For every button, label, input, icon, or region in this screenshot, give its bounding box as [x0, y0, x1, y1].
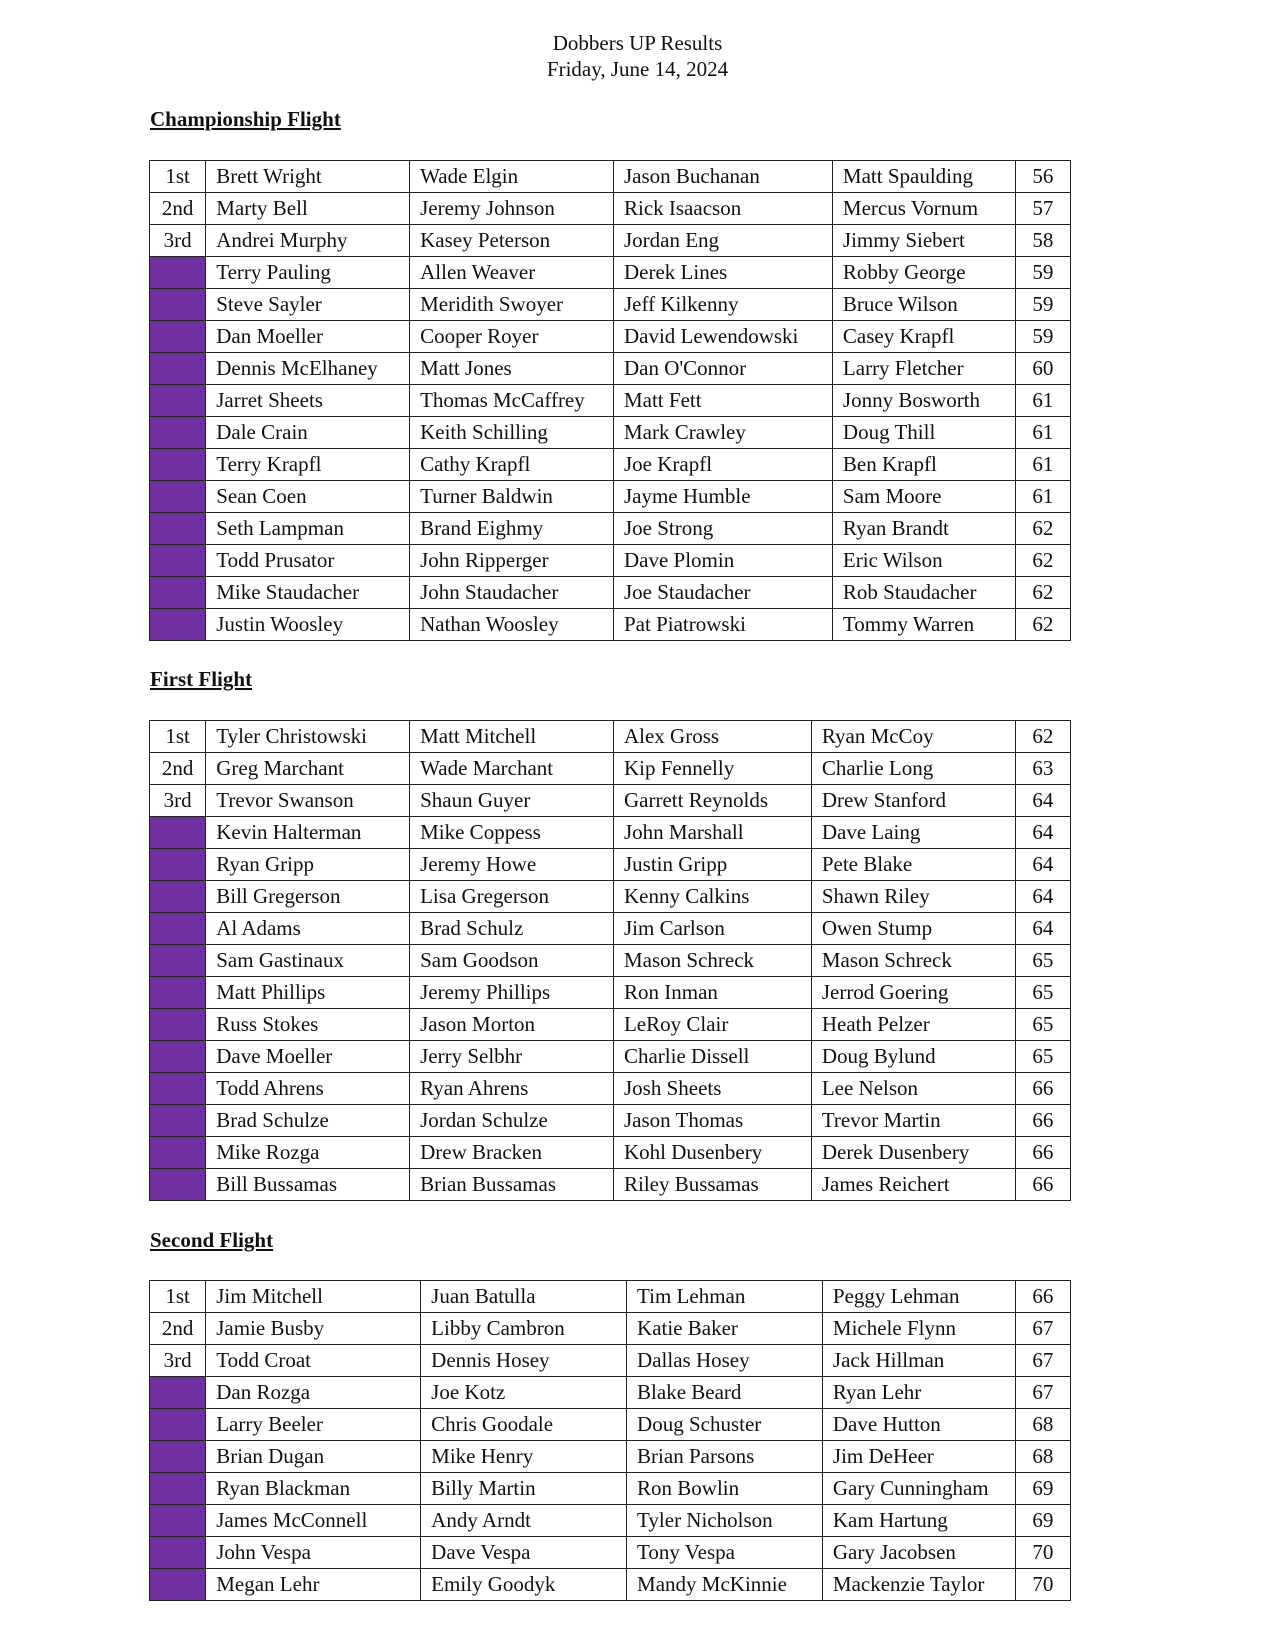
- player-cell: Larry Beeler: [206, 1409, 421, 1441]
- table-row: [150, 1137, 1071, 1169]
- player-cell: Dave Plomin: [613, 545, 832, 577]
- player-cell: Mike Rozga: [206, 1137, 410, 1169]
- second-flight-table: [149, 1280, 1071, 1601]
- score-cell: 65: [1015, 977, 1070, 1009]
- player-cell: Kenny Calkins: [613, 881, 811, 913]
- player-cell: Jim Mitchell: [206, 1281, 421, 1313]
- place-cell: 2nd: [150, 193, 206, 225]
- place-fill-cell: [150, 449, 206, 481]
- table-row: [150, 1009, 1071, 1041]
- player-cell: Jayme Humble: [613, 481, 832, 513]
- player-cell: John Ripperger: [410, 545, 614, 577]
- player-cell: Rob Staudacher: [832, 577, 1015, 609]
- player-cell: Cathy Krapfl: [410, 449, 614, 481]
- place-cell: 1st: [150, 161, 206, 193]
- player-cell: Drew Stanford: [811, 785, 1015, 817]
- player-cell: Gary Cunningham: [822, 1473, 1015, 1505]
- player-cell: Libby Cambron: [421, 1313, 627, 1345]
- player-cell: Al Adams: [206, 913, 410, 945]
- player-cell: Meridith Swoyer: [410, 289, 614, 321]
- table-row: [150, 1313, 1071, 1345]
- player-cell: Brad Schulz: [410, 913, 614, 945]
- player-cell: Mason Schreck: [811, 945, 1015, 977]
- player-cell: Jonny Bosworth: [832, 385, 1015, 417]
- table-row: [150, 609, 1071, 641]
- player-cell: Bruce Wilson: [832, 289, 1015, 321]
- score-cell: 57: [1015, 193, 1070, 225]
- place-fill-cell: [150, 1105, 206, 1137]
- player-cell: Justin Gripp: [613, 849, 811, 881]
- player-cell: Dave Vespa: [421, 1537, 627, 1569]
- player-cell: Dennis Hosey: [421, 1345, 627, 1377]
- player-cell: Mandy McKinnie: [627, 1569, 823, 1601]
- score-cell: 59: [1015, 321, 1070, 353]
- player-cell: Charlie Long: [811, 753, 1015, 785]
- score-cell: 59: [1015, 289, 1070, 321]
- player-cell: Thomas McCaffrey: [410, 385, 614, 417]
- player-cell: Riley Bussamas: [613, 1169, 811, 1201]
- place-fill-cell: [150, 817, 206, 849]
- table-row: [150, 977, 1071, 1009]
- player-cell: Wade Marchant: [410, 753, 614, 785]
- player-cell: Tyler Nicholson: [627, 1505, 823, 1537]
- score-cell: 64: [1015, 913, 1070, 945]
- player-cell: Dallas Hosey: [627, 1345, 823, 1377]
- score-cell: 62: [1015, 609, 1070, 641]
- place-fill-cell: [150, 1473, 206, 1505]
- score-cell: 66: [1015, 1169, 1070, 1201]
- document-header: [0, 30, 1275, 82]
- table-row: [150, 1441, 1071, 1473]
- player-cell: Sam Goodson: [410, 945, 614, 977]
- player-cell: James McConnell: [206, 1505, 421, 1537]
- place-fill-cell: [150, 1009, 206, 1041]
- player-cell: Trevor Martin: [811, 1105, 1015, 1137]
- player-cell: Jamie Busby: [206, 1313, 421, 1345]
- player-cell: Mike Coppess: [410, 817, 614, 849]
- player-cell: Terry Krapfl: [206, 449, 410, 481]
- player-cell: Derek Dusenbery: [811, 1137, 1015, 1169]
- table-row: [150, 1505, 1071, 1537]
- player-cell: Brett Wright: [206, 161, 410, 193]
- score-cell: 65: [1015, 945, 1070, 977]
- place-cell: 2nd: [150, 1313, 206, 1345]
- score-cell: 61: [1015, 417, 1070, 449]
- score-cell: 65: [1015, 1009, 1070, 1041]
- table-row: [150, 193, 1071, 225]
- player-cell: Sam Gastinaux: [206, 945, 410, 977]
- table-row: [150, 817, 1071, 849]
- player-cell: Ben Krapfl: [832, 449, 1015, 481]
- score-cell: 60: [1015, 353, 1070, 385]
- score-cell: 62: [1015, 545, 1070, 577]
- place-fill-cell: [150, 1537, 206, 1569]
- player-cell: Doug Schuster: [627, 1409, 823, 1441]
- player-cell: Heath Pelzer: [811, 1009, 1015, 1041]
- place-fill-cell: [150, 1505, 206, 1537]
- player-cell: Dave Laing: [811, 817, 1015, 849]
- table-row: [150, 1345, 1071, 1377]
- place-fill-cell: [150, 881, 206, 913]
- score-cell: 68: [1015, 1409, 1070, 1441]
- player-cell: Dale Crain: [206, 417, 410, 449]
- player-cell: Lee Nelson: [811, 1073, 1015, 1105]
- place-fill-cell: [150, 321, 206, 353]
- player-cell: Jerry Selbhr: [410, 1041, 614, 1073]
- place-fill-cell: [150, 1169, 206, 1201]
- score-cell: 62: [1015, 721, 1070, 753]
- place-cell: 3rd: [150, 785, 206, 817]
- player-cell: Garrett Reynolds: [613, 785, 811, 817]
- place-fill-cell: [150, 913, 206, 945]
- table-row: [150, 1473, 1071, 1505]
- table-row: [150, 353, 1071, 385]
- player-cell: Ryan Lehr: [822, 1377, 1015, 1409]
- player-cell: Bill Bussamas: [206, 1169, 410, 1201]
- score-cell: 67: [1015, 1313, 1070, 1345]
- player-cell: Mercus Vornum: [832, 193, 1015, 225]
- place-fill-cell: [150, 417, 206, 449]
- document-date: Friday, June 14, 2024: [546, 57, 729, 81]
- player-cell: Jason Thomas: [613, 1105, 811, 1137]
- player-cell: Jim Carlson: [613, 913, 811, 945]
- player-cell: Alex Gross: [613, 721, 811, 753]
- player-cell: Keith Schilling: [410, 417, 614, 449]
- score-cell: 61: [1015, 481, 1070, 513]
- first-flight-heading: First Flight: [150, 667, 253, 691]
- table-row: [150, 513, 1071, 545]
- player-cell: Matt Jones: [410, 353, 614, 385]
- player-cell: John Staudacher: [410, 577, 614, 609]
- score-cell: 62: [1015, 513, 1070, 545]
- place-cell: 1st: [150, 1281, 206, 1313]
- score-cell: 64: [1015, 849, 1070, 881]
- score-cell: 66: [1015, 1105, 1070, 1137]
- table-row: [150, 1409, 1071, 1441]
- player-cell: Mason Schreck: [613, 945, 811, 977]
- score-cell: 67: [1015, 1377, 1070, 1409]
- player-cell: Larry Fletcher: [832, 353, 1015, 385]
- table-row: [150, 1281, 1071, 1313]
- player-cell: Dan O'Connor: [613, 353, 832, 385]
- player-cell: Todd Croat: [206, 1345, 421, 1377]
- table-row: [150, 481, 1071, 513]
- player-cell: Katie Baker: [627, 1313, 823, 1345]
- player-cell: Matt Mitchell: [410, 721, 614, 753]
- score-cell: 70: [1015, 1569, 1070, 1601]
- place-cell: 2nd: [150, 753, 206, 785]
- player-cell: Billy Martin: [421, 1473, 627, 1505]
- player-cell: Brian Parsons: [627, 1441, 823, 1473]
- place-fill-cell: [150, 609, 206, 641]
- player-cell: Juan Batulla: [421, 1281, 627, 1313]
- score-cell: 64: [1015, 785, 1070, 817]
- player-cell: Pat Piatrowski: [613, 609, 832, 641]
- player-cell: Derek Lines: [613, 257, 832, 289]
- score-cell: 67: [1015, 1345, 1070, 1377]
- player-cell: Emily Goodyk: [421, 1569, 627, 1601]
- player-cell: Chris Goodale: [421, 1409, 627, 1441]
- player-cell: Tyler Christowski: [206, 721, 410, 753]
- player-cell: Shaun Guyer: [410, 785, 614, 817]
- score-cell: 58: [1015, 225, 1070, 257]
- score-cell: 56: [1015, 161, 1070, 193]
- player-cell: Justin Woosley: [206, 609, 410, 641]
- place-fill-cell: [150, 1073, 206, 1105]
- player-cell: James Reichert: [811, 1169, 1015, 1201]
- player-cell: Joe Kotz: [421, 1377, 627, 1409]
- player-cell: Todd Prusator: [206, 545, 410, 577]
- player-cell: Jeremy Johnson: [410, 193, 614, 225]
- player-cell: LeRoy Clair: [613, 1009, 811, 1041]
- player-cell: Jeremy Howe: [410, 849, 614, 881]
- player-cell: Mike Staudacher: [206, 577, 410, 609]
- player-cell: Jeff Kilkenny: [613, 289, 832, 321]
- first-flight-table: [149, 720, 1071, 1201]
- place-fill-cell: [150, 1441, 206, 1473]
- player-cell: Pete Blake: [811, 849, 1015, 881]
- table-row: [150, 289, 1071, 321]
- table-row: [150, 417, 1071, 449]
- player-cell: Andy Arndt: [421, 1505, 627, 1537]
- player-cell: John Marshall: [613, 817, 811, 849]
- player-cell: Matt Phillips: [206, 977, 410, 1009]
- player-cell: Mike Henry: [421, 1441, 627, 1473]
- player-cell: Terry Pauling: [206, 257, 410, 289]
- score-cell: 61: [1015, 449, 1070, 481]
- table-row: [150, 753, 1071, 785]
- score-cell: 68: [1015, 1441, 1070, 1473]
- place-fill-cell: [150, 1137, 206, 1169]
- player-cell: Wade Elgin: [410, 161, 614, 193]
- player-cell: Tommy Warren: [832, 609, 1015, 641]
- table-row: [150, 385, 1071, 417]
- player-cell: Jason Buchanan: [613, 161, 832, 193]
- player-cell: Russ Stokes: [206, 1009, 410, 1041]
- table-row: [150, 545, 1071, 577]
- table-row: [150, 881, 1071, 913]
- player-cell: Dave Hutton: [822, 1409, 1015, 1441]
- table-row: [150, 945, 1071, 977]
- score-cell: 66: [1015, 1137, 1070, 1169]
- player-cell: Seth Lampman: [206, 513, 410, 545]
- player-cell: Shawn Riley: [811, 881, 1015, 913]
- place-fill-cell: [150, 353, 206, 385]
- player-cell: Brian Bussamas: [410, 1169, 614, 1201]
- player-cell: Jason Morton: [410, 1009, 614, 1041]
- player-cell: Dan Rozga: [206, 1377, 421, 1409]
- score-cell: 64: [1015, 817, 1070, 849]
- player-cell: Ryan Blackman: [206, 1473, 421, 1505]
- player-cell: Greg Marchant: [206, 753, 410, 785]
- player-cell: Jordan Schulze: [410, 1105, 614, 1137]
- score-cell: 66: [1015, 1281, 1070, 1313]
- table-row: [150, 1105, 1071, 1137]
- player-cell: Ron Bowlin: [627, 1473, 823, 1505]
- player-cell: Ryan McCoy: [811, 721, 1015, 753]
- place-fill-cell: [150, 577, 206, 609]
- player-cell: Megan Lehr: [206, 1569, 421, 1601]
- document-title: Dobbers UP Results: [552, 31, 723, 55]
- player-cell: Marty Bell: [206, 193, 410, 225]
- player-cell: Jarret Sheets: [206, 385, 410, 417]
- player-cell: Mackenzie Taylor: [822, 1569, 1015, 1601]
- player-cell: Mark Crawley: [613, 417, 832, 449]
- player-cell: Joe Krapfl: [613, 449, 832, 481]
- player-cell: Turner Baldwin: [410, 481, 614, 513]
- player-cell: Matt Spaulding: [832, 161, 1015, 193]
- place-fill-cell: [150, 977, 206, 1009]
- score-cell: 59: [1015, 257, 1070, 289]
- score-cell: 66: [1015, 1073, 1070, 1105]
- player-cell: Michele Flynn: [822, 1313, 1015, 1345]
- player-cell: Casey Krapfl: [832, 321, 1015, 353]
- table-row: [150, 1537, 1071, 1569]
- player-cell: John Vespa: [206, 1537, 421, 1569]
- player-cell: Jordan Eng: [613, 225, 832, 257]
- player-cell: Jimmy Siebert: [832, 225, 1015, 257]
- table-row: [150, 449, 1071, 481]
- table-row: [150, 225, 1071, 257]
- table-row: [150, 913, 1071, 945]
- player-cell: Steve Sayler: [206, 289, 410, 321]
- place-fill-cell: [150, 481, 206, 513]
- player-cell: Todd Ahrens: [206, 1073, 410, 1105]
- place-fill-cell: [150, 849, 206, 881]
- player-cell: Drew Bracken: [410, 1137, 614, 1169]
- player-cell: Brand Eighmy: [410, 513, 614, 545]
- player-cell: Brad Schulze: [206, 1105, 410, 1137]
- table-row: [150, 849, 1071, 881]
- table-row: [150, 257, 1071, 289]
- player-cell: Charlie Dissell: [613, 1041, 811, 1073]
- player-cell: Ron Inman: [613, 977, 811, 1009]
- table-row: [150, 1169, 1071, 1201]
- player-cell: Lisa Gregerson: [410, 881, 614, 913]
- table-row: [150, 1377, 1071, 1409]
- player-cell: Cooper Royer: [410, 321, 614, 353]
- player-cell: Peggy Lehman: [822, 1281, 1015, 1313]
- player-cell: Joe Staudacher: [613, 577, 832, 609]
- table-row: [150, 1041, 1071, 1073]
- place-fill-cell: [150, 945, 206, 977]
- score-cell: 63: [1015, 753, 1070, 785]
- place-fill-cell: [150, 257, 206, 289]
- place-fill-cell: [150, 385, 206, 417]
- place-cell: 3rd: [150, 225, 206, 257]
- player-cell: Josh Sheets: [613, 1073, 811, 1105]
- place-cell: 1st: [150, 721, 206, 753]
- player-cell: Dennis McElhaney: [206, 353, 410, 385]
- score-cell: 69: [1015, 1505, 1070, 1537]
- player-cell: Joe Strong: [613, 513, 832, 545]
- player-cell: Jim DeHeer: [822, 1441, 1015, 1473]
- player-cell: Sam Moore: [832, 481, 1015, 513]
- player-cell: Rick Isaacson: [613, 193, 832, 225]
- player-cell: Kam Hartung: [822, 1505, 1015, 1537]
- table-row: [150, 1569, 1071, 1601]
- score-cell: 69: [1015, 1473, 1070, 1505]
- player-cell: Nathan Woosley: [410, 609, 614, 641]
- table-row: [150, 161, 1071, 193]
- player-cell: Matt Fett: [613, 385, 832, 417]
- place-fill-cell: [150, 1377, 206, 1409]
- place-fill-cell: [150, 1409, 206, 1441]
- player-cell: Kasey Peterson: [410, 225, 614, 257]
- player-cell: Doug Bylund: [811, 1041, 1015, 1073]
- player-cell: Gary Jacobsen: [822, 1537, 1015, 1569]
- player-cell: Tim Lehman: [627, 1281, 823, 1313]
- player-cell: Jeremy Phillips: [410, 977, 614, 1009]
- player-cell: Brian Dugan: [206, 1441, 421, 1473]
- score-cell: 70: [1015, 1537, 1070, 1569]
- table-row: [150, 1073, 1071, 1105]
- player-cell: Jack Hillman: [822, 1345, 1015, 1377]
- score-cell: 62: [1015, 577, 1070, 609]
- table-row: [150, 577, 1071, 609]
- table-row: [150, 785, 1071, 817]
- score-cell: 64: [1015, 881, 1070, 913]
- place-fill-cell: [150, 545, 206, 577]
- player-cell: Ryan Brandt: [832, 513, 1015, 545]
- table-row: [150, 321, 1071, 353]
- player-cell: Jerrod Goering: [811, 977, 1015, 1009]
- player-cell: David Lewendowski: [613, 321, 832, 353]
- championship-flight-heading: Championship Flight: [150, 107, 341, 131]
- place-fill-cell: [150, 513, 206, 545]
- place-cell: 3rd: [150, 1345, 206, 1377]
- player-cell: Robby George: [832, 257, 1015, 289]
- score-cell: 61: [1015, 385, 1070, 417]
- player-cell: Doug Thill: [832, 417, 1015, 449]
- place-fill-cell: [150, 289, 206, 321]
- player-cell: Tony Vespa: [627, 1537, 823, 1569]
- player-cell: Owen Stump: [811, 913, 1015, 945]
- player-cell: Sean Coen: [206, 481, 410, 513]
- second-flight-heading: Second Flight: [150, 1228, 274, 1252]
- player-cell: Bill Gregerson: [206, 881, 410, 913]
- place-fill-cell: [150, 1569, 206, 1601]
- player-cell: Ryan Gripp: [206, 849, 410, 881]
- player-cell: Dan Moeller: [206, 321, 410, 353]
- player-cell: Allen Weaver: [410, 257, 614, 289]
- player-cell: Kevin Halterman: [206, 817, 410, 849]
- player-cell: Dave Moeller: [206, 1041, 410, 1073]
- player-cell: Blake Beard: [627, 1377, 823, 1409]
- player-cell: Andrei Murphy: [206, 225, 410, 257]
- player-cell: Kohl Dusenbery: [613, 1137, 811, 1169]
- table-row: [150, 721, 1071, 753]
- place-fill-cell: [150, 1041, 206, 1073]
- player-cell: Ryan Ahrens: [410, 1073, 614, 1105]
- player-cell: Kip Fennelly: [613, 753, 811, 785]
- player-cell: Eric Wilson: [832, 545, 1015, 577]
- player-cell: Trevor Swanson: [206, 785, 410, 817]
- score-cell: 65: [1015, 1041, 1070, 1073]
- championship-flight-table: [149, 160, 1071, 641]
